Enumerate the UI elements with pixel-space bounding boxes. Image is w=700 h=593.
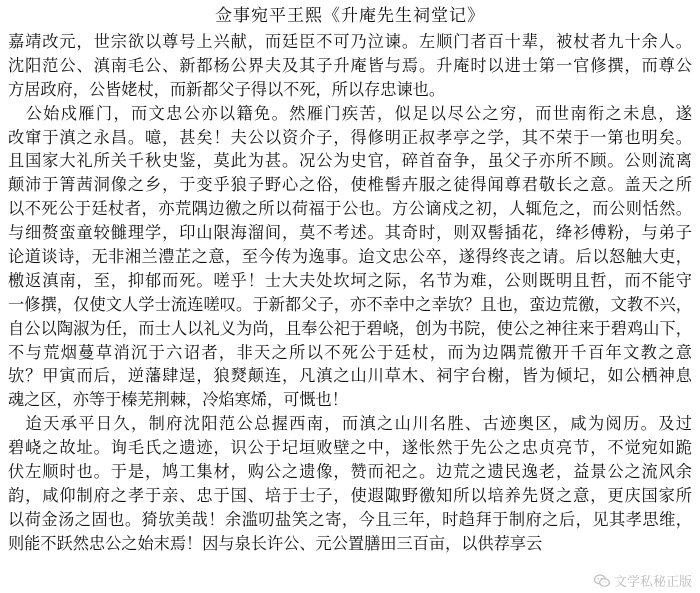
- text-line: 韵，咸仰制府之孝于亲、忠于国、培于士子，使遐陬野徼知所以培养先贤之意，更庆国家所: [8, 485, 692, 505]
- watermark: [594, 571, 692, 590]
- text-line: 方居政府，公皆姥杖，而新都父子得以不死，所以存忠谏也。: [8, 79, 446, 99]
- text-line: 改窜于滇之永昌。噫，甚矣！夫公以资介子，得修明正叔孝亭之学，其不荣于一第也明矣。: [8, 127, 692, 147]
- text-line: 碧峣之故址。询毛氏之遗迹，识公于圮垣败壁之中，遂怅然于先公之忠贞亮节，不觉宛如跪: [8, 438, 692, 458]
- text-line: 檄返滇南，至，抑郁而死。嗟乎！士大夫处坎坷之际，名节为难，公则既明且哲，而不能守: [8, 270, 692, 290]
- text-line: 则能不跃然忠公之始末焉！因与泉长许公、元公置膳田三百亩，以供荐享云: [8, 533, 543, 553]
- wechat-icon: [594, 574, 610, 588]
- text-line: 以不死公于廷杖者，亦荒隅边徼之所以荷福于公也。方公谪戍之初，人辄危之，而公则恬然。: [8, 199, 692, 219]
- text-line: 魂之区，亦等于榛芜荆棘，冷焰寒烯，可慨也！: [8, 390, 348, 410]
- text-line: 嘉靖改元，世宗欲以尊号上兴献，而廷臣不可乃泣谏。左顺门者百十辈，被杖者九十余人。: [8, 32, 692, 51]
- document-title: 佥事宛平王熙《升庵先生祠堂记》: [215, 6, 485, 26]
- text-line: 且国家大礼所关千秋史鉴，莫此为甚。况公为史官，碎首奋争，虽父子亦所不顾。公则流离: [8, 151, 692, 171]
- watermark-text: 文学私秘正版: [613, 575, 692, 590]
- text-line: 公始戍雁门，而文忠公亦以籍免。然雁门疾苦，似足以尽公之穷，而世南衔之未息，遂: [8, 103, 692, 123]
- text-line: 欤？甲寅而后，逆藩肆逞，狼燹颠连，凡滇之山川草木、祠宇台榭，皆为倾圮，如公栖神息: [8, 366, 692, 386]
- text-line: 一修撰，仅使文人学士流连嗟叹。于新都父子，亦不幸中之幸欤？且也，蛮边荒徼，文教不兴，: [8, 294, 692, 314]
- text-line: 沈阳范公、滇南毛公、新都杨公界夫及其子升庵皆与焉。升庵时以进士第一官修撰，而尊公: [8, 55, 692, 75]
- text-line: 自公以陶淑为任，而士人以礼义为尚，且奉公祀于碧峣，创为书院，使公之神往来于碧鸡山下，: [8, 318, 692, 338]
- text-line: 与细赘蛮童较雠理学，印山限海溜间，莫不考述。其奇时，则双髻插花，绛衫傅粉，与弟子: [8, 223, 692, 243]
- text-line: 颠沛于箐茜洞像之乡，于变乎狼子野心之俗，使椎髻卉服之徒得闻尊君敬长之意。盖天之所: [8, 175, 692, 195]
- text-line: 以荷金汤之固也。猗欤美哉！余滥叨盐笑之寄，今且三年，时趋拜于制府之后，见其孝思维，: [8, 509, 692, 529]
- text-line: 迨天承平日久，制府沈阳范公总握西南，而滇之山川名胜、古迹奥区，咸为阅历。及过: [8, 414, 692, 434]
- text-line: 伏左顺时也。于是，鸠工集材，购公之遗像，赞而祀之。边荒之遗民逸老，益景公之流风余: [8, 462, 692, 482]
- text-line: 不与荒烟蔓草消沉于六诏者，非天之所以不死公于廷杖，而为边隅荒徼开千百年文教之意: [8, 342, 692, 362]
- document-body: [8, 30, 692, 556]
- text-line: 论道谈诗，无非湘兰澧芷之意，至今传为逸事。迨文忠公卒，遂得终丧之请。后以怒触大吏，: [8, 247, 692, 267]
